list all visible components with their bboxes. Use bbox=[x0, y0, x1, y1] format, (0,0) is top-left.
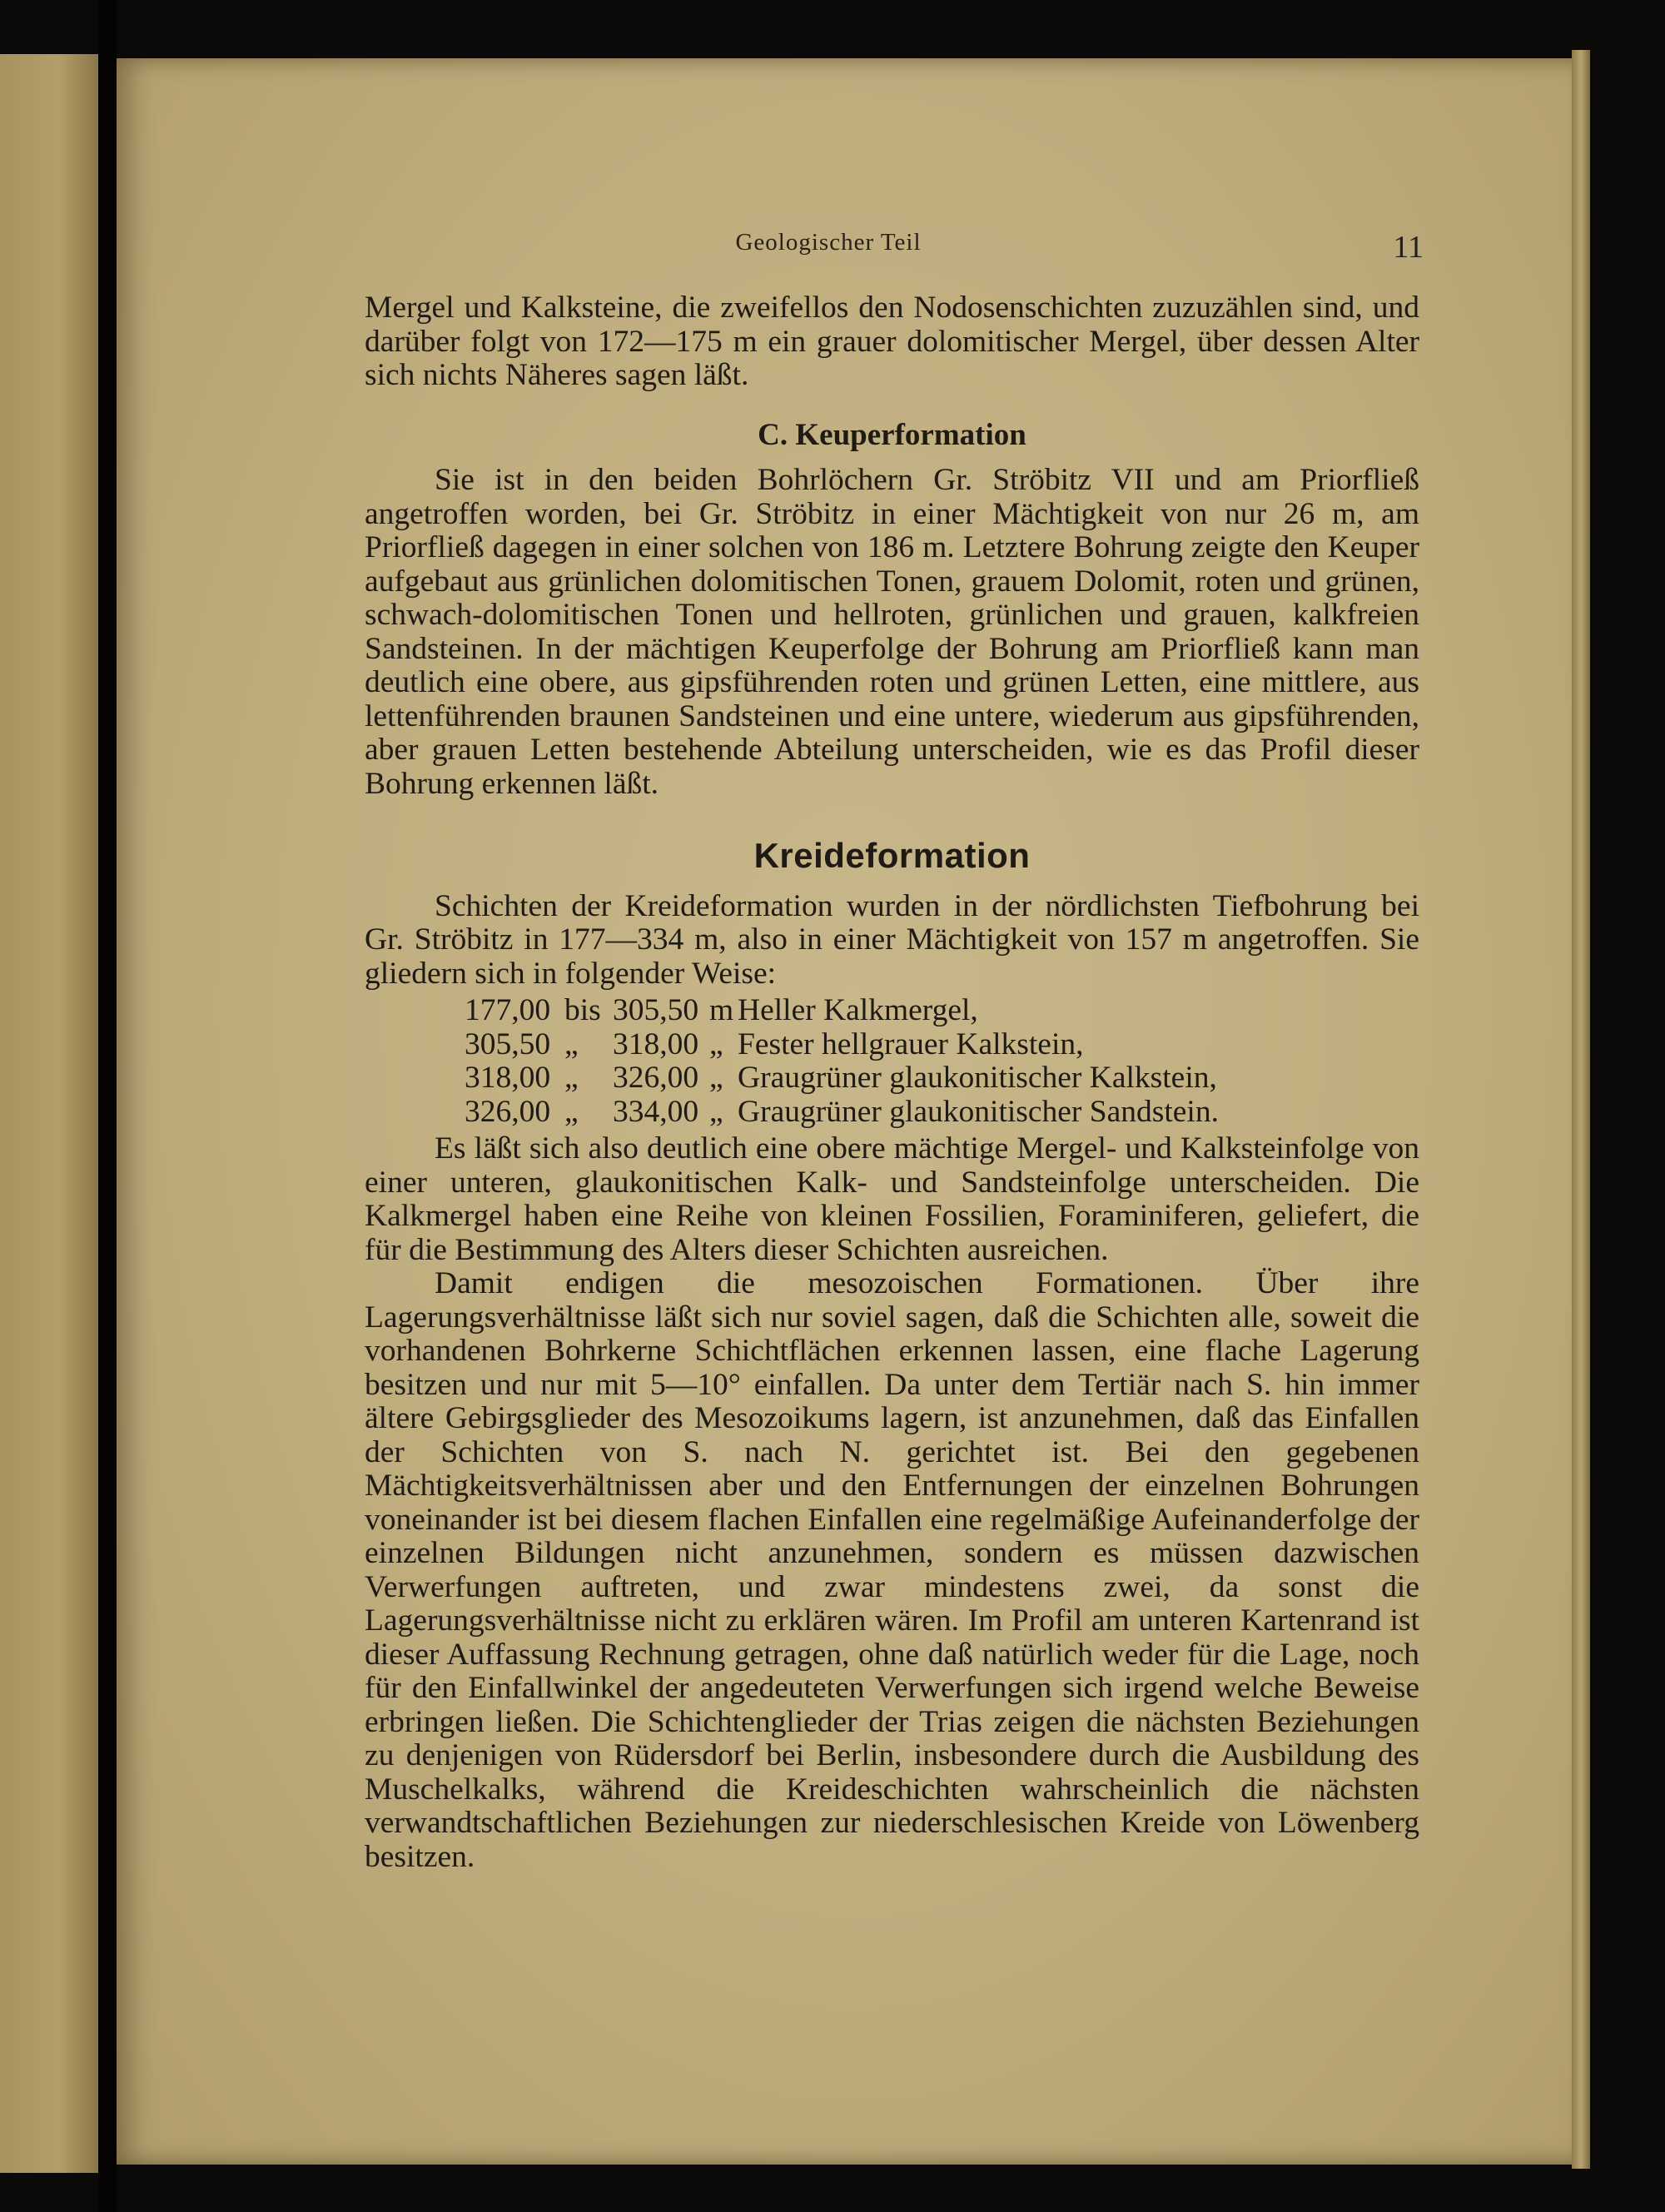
layer-to: 318,00 bbox=[613, 1026, 699, 1061]
layer-unit: m bbox=[709, 993, 734, 1027]
layer-row bbox=[465, 1028, 1419, 1062]
layer-row bbox=[465, 1061, 1419, 1096]
layer-from: 177,00 bbox=[465, 993, 551, 1027]
running-title: Geologischer Teil bbox=[735, 229, 922, 256]
paragraph-keuper: Sie ist in den beiden Bohrlöchern Gr. Ströbitz VII und am Priorfließ angetroffen worden, bei Gr. Ströbitz in einer Mächtigkeit von nur 26 m, am Priorfließ dagegen in einer solchen von 186 m. Letztere Bohrung zeigte den Keuper aufgebaut aus grünlichen dolomitischen Tonen, grauem Dolomit, roten und grünen, schwach-dolomitischen Tonen und hellroten, grünlichen und grauen, kalkfreien Sandsteinen. In der mächtigen Keuperfolge der Bohrung am Priorfließ kann man deutlich eine obere, aus gipsführenden roten und grünen Letten, eine mittlere, aus lettenführenden braunen Sandsteinen und eine untere, wiederum aus gipsführenden, aber grauen Letten bestehende Abteilung unterscheiden, wie es das Profil dieser Bohrung erkennen läßt. bbox=[365, 463, 1419, 801]
layer-bis: „ bbox=[564, 1094, 579, 1129]
kreide-heading: Kreideformation bbox=[753, 836, 1031, 875]
facing-page-edge bbox=[0, 54, 98, 2173]
layer-description: Graugrüner glaukonitischer Sandstein. bbox=[738, 1094, 1219, 1129]
layer-bis: „ bbox=[564, 1061, 579, 1095]
page-right-edge bbox=[1572, 50, 1590, 2169]
layer-unit: „ bbox=[709, 1061, 723, 1095]
page-number: 11 bbox=[1393, 230, 1424, 265]
layer-description: Fester hellgrauer Kalkstein, bbox=[738, 1026, 1084, 1061]
layer-to: 326,00 bbox=[613, 1061, 699, 1095]
book-gutter bbox=[98, 0, 117, 2212]
layer-description: Graugrüner glaukonitischer Kalkstein, bbox=[738, 1061, 1217, 1095]
paragraph-nodosen-continuation: Mergel und Kalksteine, die zweifellos den Nodosenschichten zuzuzählen sind, und darüber folgt von 172—175 m ein grauer dolomitischer Mergel, über dessen Alter sich nichts Näheres sagen läßt. bbox=[365, 291, 1419, 392]
layer-unit: „ bbox=[709, 1026, 723, 1061]
layer-to: 334,00 bbox=[613, 1094, 699, 1129]
page-header bbox=[233, 229, 1424, 271]
layer-bis: „ bbox=[564, 1026, 579, 1061]
kreide-layer-list bbox=[465, 994, 1419, 1129]
layer-to: 305,50 bbox=[613, 993, 699, 1027]
layer-unit: „ bbox=[709, 1094, 723, 1129]
layer-from: 326,00 bbox=[465, 1094, 551, 1129]
layer-description: Heller Kalkmergel, bbox=[738, 993, 978, 1027]
page-body bbox=[365, 291, 1419, 1874]
paragraph-kreide-intro: Schichten der Kreideformation wurden in der nördlichsten Tiefbohrung bei Gr. Ströbitz in 177—334 m, also in einer Mächtigkeit von 157 m angetroffen. Sie gliedern sich in folgender Weise: bbox=[365, 888, 1419, 991]
layer-from: 305,50 bbox=[465, 1026, 551, 1061]
paragraph-kreide-summary: Es läßt sich also deutlich eine obere mächtige Mergel- und Kalksteinfolge von einer unteren, glaukonitischen Kalk- und Sandsteinfolge unterscheiden. Die Kalkmergel haben eine Reihe von kleinen Fossilien, Foraminiferen, geliefert, die für die Bestimmung des Alters dieser Schichten ausreichen. bbox=[365, 1131, 1419, 1267]
layer-row bbox=[465, 1096, 1419, 1130]
layer-row bbox=[465, 994, 1419, 1028]
layer-from: 318,00 bbox=[465, 1061, 551, 1095]
layer-bis: bis bbox=[564, 993, 601, 1027]
paragraph-mesozoic-conclusion: Damit endigen die mesozoischen Formationen. Über ihre Lagerungsverhältnisse läßt sich nur soviel sagen, daß die Schichten alle, soweit die vorhandenen Bohrkerne Schichtflächen erkennen lassen, eine flache Lagerung besitzen und nur mit 5—10° einfallen. Da unter dem Tertiär nach S. hin immer ältere Gebirgsglieder des Mesozoikums lagern, ist anzunehmen, daß das Einfallen der Schichten von S. nach N. gerichtet ist. Bei den gegebenen Mächtigkeitsverhältnissen aber und den Entfernungen der einzelnen Bohrungen voneinander ist bei diesem flachen Einfallen eine regelmäßige Aufeinanderfolge der einzelnen Bildungen nicht anzunehmen, sondern es müssen dazwischen Verwerfungen auftreten, und zwar mindestens zwei, da sonst die Lagerungsverhältnisse nicht zu erklären wären. Im Profil am unteren Kartenrand ist dieser Auffassung Rechnung getragen, ohne daß natürlich weder für die Lage, noch für den Einfallwinkel der angedeuteten Verwerfungen sich irgend welche Beweise erbringen ließen. Die Schichtenglieder der Trias zeigen die nächsten Beziehungen zu denjenigen von Rüdersdorf bei Berlin, insbesondere durch die Ausbildung des Muschelkalks, während die Kreideschichten wahrscheinlich die nächsten verwandtschaftlichen Beziehungen zur niederschlesischen Kreide von Löwenberg besitzen. bbox=[365, 1266, 1419, 1874]
keuper-heading: C. Keuperformation bbox=[758, 417, 1026, 452]
